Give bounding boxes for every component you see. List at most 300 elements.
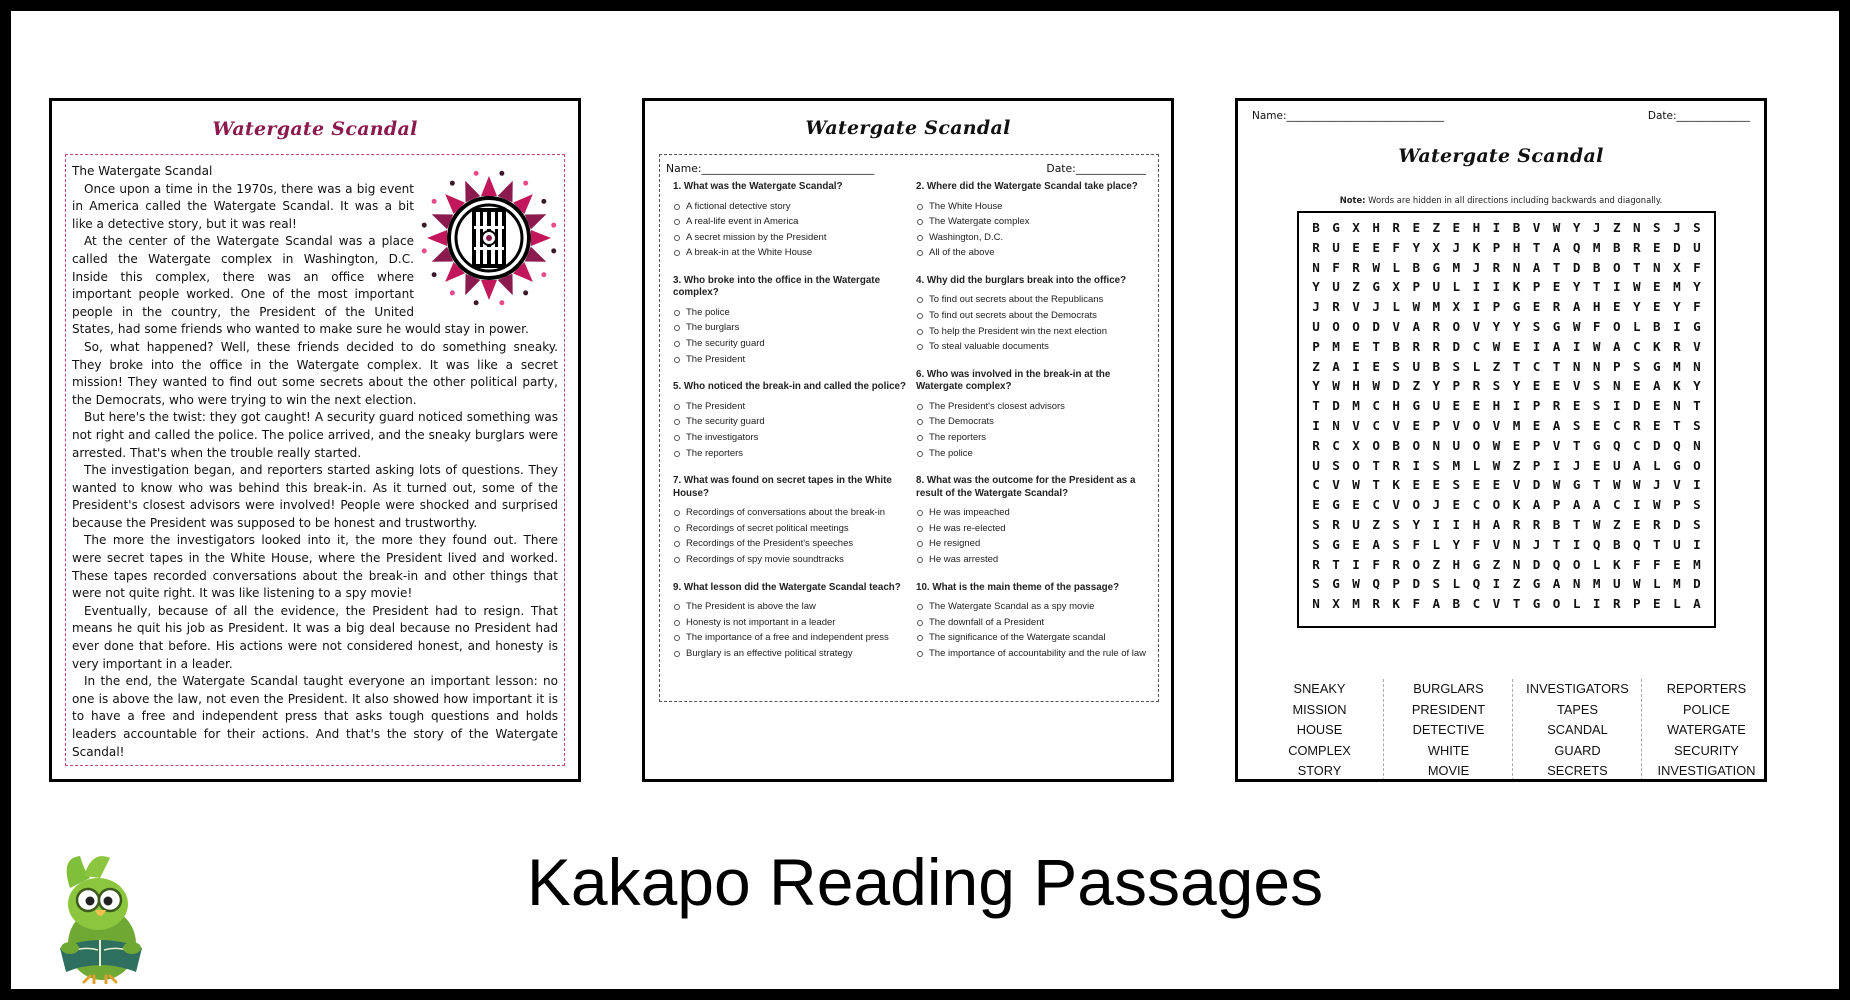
grid-letter[interactable]: F bbox=[1592, 319, 1601, 334]
grid-letter[interactable]: H bbox=[1392, 398, 1400, 414]
grid-letter[interactable]: P bbox=[1552, 497, 1561, 513]
grid-letter[interactable]: Z bbox=[1432, 220, 1441, 235]
grid-letter[interactable]: S bbox=[1432, 576, 1441, 592]
grid-letter[interactable]: J bbox=[1372, 299, 1380, 315]
grid-letter[interactable]: L bbox=[1592, 556, 1601, 572]
grid-letter[interactable]: C bbox=[1372, 398, 1380, 414]
grid-letter[interactable]: M bbox=[1332, 338, 1340, 354]
grid-letter[interactable]: V bbox=[1392, 319, 1400, 334]
grid-letter[interactable]: U bbox=[1412, 358, 1421, 374]
grid-letter[interactable]: V bbox=[1552, 437, 1561, 453]
grid-letter[interactable]: F bbox=[1653, 556, 1661, 572]
answer-option[interactable]: The President's closest advisors bbox=[916, 399, 1151, 415]
grid-letter[interactable]: R bbox=[1392, 220, 1400, 235]
grid-letter[interactable]: R bbox=[1372, 596, 1380, 612]
grid-letter[interactable]: R bbox=[1412, 338, 1421, 354]
grid-letter[interactable]: E bbox=[1452, 497, 1461, 513]
grid-letter[interactable]: N bbox=[1572, 576, 1581, 592]
grid-letter[interactable]: U bbox=[1612, 576, 1621, 592]
grid-letter[interactable]: E bbox=[1552, 378, 1561, 394]
grid-letter[interactable]: J bbox=[1432, 497, 1441, 513]
grid-letter[interactable]: B bbox=[1612, 536, 1621, 552]
grid-letter[interactable]: P bbox=[1673, 497, 1681, 513]
grid-letter[interactable]: I bbox=[1492, 279, 1501, 295]
grid-letter[interactable]: B bbox=[1392, 338, 1400, 354]
grid-letter[interactable]: G bbox=[1673, 457, 1681, 473]
grid-letter[interactable]: M bbox=[1592, 576, 1601, 592]
grid-letter[interactable]: B bbox=[1592, 259, 1601, 275]
grid-letter[interactable]: A bbox=[1432, 596, 1441, 612]
grid-letter[interactable]: X bbox=[1673, 259, 1681, 275]
grid-letter[interactable]: K bbox=[1512, 279, 1521, 295]
grid-letter[interactable]: E bbox=[1432, 477, 1441, 493]
grid-letter[interactable]: E bbox=[1412, 477, 1421, 493]
grid-letter[interactable]: E bbox=[1633, 378, 1641, 394]
grid-letter[interactable]: W bbox=[1492, 338, 1501, 354]
grid-letter[interactable]: E bbox=[1512, 338, 1521, 354]
grid-letter[interactable]: B bbox=[1612, 239, 1621, 255]
grid-letter[interactable]: S bbox=[1312, 517, 1320, 532]
grid-letter[interactable]: M bbox=[1512, 418, 1521, 433]
answer-option[interactable]: Burglary is an effective political strategy bbox=[673, 646, 908, 662]
grid-letter[interactable]: Q bbox=[1612, 437, 1621, 453]
grid-letter[interactable]: Y bbox=[1572, 220, 1581, 235]
grid-letter[interactable]: N bbox=[1653, 259, 1661, 275]
grid-letter[interactable]: L bbox=[1653, 457, 1661, 473]
grid-letter[interactable]: R bbox=[1512, 517, 1521, 532]
grid-letter[interactable]: W bbox=[1552, 220, 1561, 235]
grid-letter[interactable]: S bbox=[1693, 517, 1701, 532]
grid-letter[interactable]: O bbox=[1352, 457, 1360, 473]
grid-letter[interactable]: Y bbox=[1312, 279, 1320, 295]
grid-letter[interactable]: T bbox=[1673, 418, 1681, 433]
grid-letter[interactable]: U bbox=[1452, 437, 1461, 453]
grid-letter[interactable]: D bbox=[1653, 437, 1661, 453]
grid-letter[interactable]: R bbox=[1312, 556, 1320, 572]
grid-letter[interactable]: F bbox=[1392, 239, 1400, 255]
grid-letter[interactable]: E bbox=[1352, 239, 1360, 255]
answer-option[interactable]: The President bbox=[673, 399, 908, 415]
grid-letter[interactable]: V bbox=[1352, 418, 1360, 433]
grid-letter[interactable]: A bbox=[1653, 378, 1661, 394]
answer-option[interactable]: A break-in at the White House bbox=[673, 245, 908, 261]
grid-letter[interactable]: W bbox=[1633, 477, 1641, 493]
grid-letter[interactable]: U bbox=[1432, 279, 1441, 295]
answer-option[interactable]: The Watergate complex bbox=[916, 214, 1151, 230]
grid-letter[interactable]: G bbox=[1332, 576, 1340, 592]
answer-option[interactable]: The Democrats bbox=[916, 414, 1151, 430]
grid-letter[interactable]: O bbox=[1612, 259, 1621, 275]
grid-letter[interactable]: F bbox=[1693, 299, 1701, 315]
grid-letter[interactable]: U bbox=[1432, 398, 1441, 414]
grid-letter[interactable]: E bbox=[1372, 358, 1380, 374]
grid-letter[interactable]: C bbox=[1472, 338, 1481, 354]
grid-letter[interactable]: R bbox=[1552, 398, 1561, 414]
grid-letter[interactable]: K bbox=[1612, 556, 1621, 572]
grid-letter[interactable]: N bbox=[1693, 358, 1701, 374]
grid-letter[interactable]: X bbox=[1352, 437, 1360, 453]
answer-option[interactable]: Recordings of spy movie soundtracks bbox=[673, 552, 908, 568]
grid-letter[interactable]: P bbox=[1452, 378, 1461, 394]
answer-option[interactable]: Recordings of the President's speeches bbox=[673, 536, 908, 552]
grid-letter[interactable]: D bbox=[1673, 239, 1681, 255]
grid-letter[interactable]: X bbox=[1352, 220, 1360, 235]
grid-letter[interactable]: U bbox=[1312, 457, 1320, 473]
grid-letter[interactable]: I bbox=[1472, 279, 1481, 295]
grid-letter[interactable]: C bbox=[1532, 358, 1541, 374]
grid-letter[interactable]: O bbox=[1412, 497, 1421, 513]
grid-letter[interactable]: T bbox=[1312, 398, 1320, 414]
answer-option[interactable]: The burglars bbox=[673, 320, 908, 336]
grid-letter[interactable]: B bbox=[1512, 220, 1521, 235]
grid-letter[interactable]: G bbox=[1332, 497, 1340, 513]
grid-letter[interactable]: H bbox=[1492, 398, 1501, 414]
grid-letter[interactable]: I bbox=[1572, 338, 1581, 354]
grid-letter[interactable]: C bbox=[1472, 497, 1481, 513]
answer-option[interactable]: The importance of accountability and the rule of law bbox=[916, 646, 1151, 662]
grid-letter[interactable]: V bbox=[1472, 319, 1481, 334]
grid-letter[interactable]: O bbox=[1612, 319, 1621, 334]
grid-letter[interactable]: E bbox=[1492, 477, 1501, 493]
grid-letter[interactable]: P bbox=[1612, 358, 1621, 374]
grid-letter[interactable]: D bbox=[1372, 319, 1380, 334]
grid-letter[interactable]: R bbox=[1633, 418, 1641, 433]
answer-option[interactable]: The police bbox=[916, 446, 1151, 462]
grid-letter[interactable]: W bbox=[1352, 576, 1360, 592]
grid-letter[interactable]: A bbox=[1572, 497, 1581, 513]
grid-letter[interactable]: K bbox=[1512, 497, 1521, 513]
grid-letter[interactable]: R bbox=[1332, 517, 1340, 532]
answer-option[interactable]: The downfall of a President bbox=[916, 615, 1151, 631]
grid-letter[interactable]: R bbox=[1432, 319, 1441, 334]
answer-option[interactable]: The President is above the law bbox=[673, 599, 908, 615]
grid-letter[interactable]: S bbox=[1392, 536, 1400, 552]
grid-letter[interactable]: M bbox=[1673, 576, 1681, 592]
grid-letter[interactable]: R bbox=[1312, 437, 1320, 453]
grid-letter[interactable]: E bbox=[1653, 299, 1661, 315]
grid-letter[interactable]: Y bbox=[1693, 279, 1701, 295]
grid-letter[interactable]: T bbox=[1512, 358, 1521, 374]
grid-letter[interactable]: C bbox=[1633, 338, 1641, 354]
grid-letter[interactable]: G bbox=[1532, 596, 1541, 612]
grid-letter[interactable]: M bbox=[1693, 556, 1701, 572]
grid-letter[interactable]: W bbox=[1492, 437, 1501, 453]
grid-letter[interactable]: P bbox=[1532, 398, 1541, 414]
grid-letter[interactable]: P bbox=[1432, 418, 1441, 433]
grid-letter[interactable]: V bbox=[1512, 477, 1521, 493]
grid-letter[interactable]: O bbox=[1332, 319, 1340, 334]
grid-letter[interactable]: E bbox=[1653, 596, 1661, 612]
grid-letter[interactable]: E bbox=[1412, 418, 1421, 433]
grid-letter[interactable]: J bbox=[1532, 536, 1541, 552]
grid-letter[interactable]: A bbox=[1552, 418, 1561, 433]
grid-letter[interactable]: T bbox=[1653, 536, 1661, 552]
grid-letter[interactable]: U bbox=[1352, 517, 1360, 532]
answer-option[interactable]: The police bbox=[673, 305, 908, 321]
grid-letter[interactable]: E bbox=[1532, 378, 1541, 394]
answer-option[interactable]: The reporters bbox=[916, 430, 1151, 446]
grid-letter[interactable]: L bbox=[1432, 536, 1441, 552]
grid-letter[interactable]: S bbox=[1693, 497, 1701, 513]
grid-letter[interactable]: B bbox=[1653, 319, 1661, 334]
grid-letter[interactable]: T bbox=[1592, 279, 1601, 295]
grid-letter[interactable]: F bbox=[1412, 596, 1421, 612]
grid-letter[interactable]: L bbox=[1392, 259, 1400, 275]
grid-letter[interactable]: T bbox=[1572, 517, 1581, 532]
grid-letter[interactable]: G bbox=[1693, 319, 1701, 334]
grid-letter[interactable]: S bbox=[1452, 477, 1461, 493]
grid-letter[interactable]: E bbox=[1372, 239, 1380, 255]
grid-letter[interactable]: A bbox=[1592, 497, 1601, 513]
grid-letter[interactable]: R bbox=[1673, 338, 1681, 354]
grid-letter[interactable]: Y bbox=[1452, 536, 1461, 552]
grid-letter[interactable]: T bbox=[1372, 338, 1380, 354]
grid-letter[interactable]: R bbox=[1492, 259, 1501, 275]
grid-letter[interactable]: S bbox=[1312, 576, 1320, 592]
grid-letter[interactable]: Z bbox=[1352, 279, 1360, 295]
grid-letter[interactable]: S bbox=[1653, 220, 1661, 235]
grid-letter[interactable]: E bbox=[1472, 477, 1481, 493]
grid-letter[interactable]: C bbox=[1372, 497, 1380, 513]
grid-letter[interactable]: D bbox=[1633, 398, 1641, 414]
grid-letter[interactable]: Z bbox=[1612, 517, 1621, 532]
grid-letter[interactable]: P bbox=[1532, 457, 1541, 473]
grid-letter[interactable]: E bbox=[1653, 418, 1661, 433]
grid-letter[interactable]: B bbox=[1452, 596, 1461, 612]
grid-letter[interactable]: R bbox=[1633, 239, 1641, 255]
grid-letter[interactable]: T bbox=[1552, 358, 1561, 374]
grid-letter[interactable]: V bbox=[1572, 378, 1581, 394]
grid-letter[interactable]: S bbox=[1592, 398, 1601, 414]
grid-letter[interactable]: X bbox=[1432, 239, 1441, 255]
grid-letter[interactable]: Q bbox=[1633, 536, 1641, 552]
grid-letter[interactable]: T bbox=[1552, 536, 1561, 552]
grid-letter[interactable]: I bbox=[1612, 279, 1621, 295]
grid-letter[interactable]: N bbox=[1512, 259, 1521, 275]
grid-letter[interactable]: R bbox=[1312, 239, 1320, 255]
grid-letter[interactable]: P bbox=[1492, 299, 1501, 315]
grid-letter[interactable]: B bbox=[1432, 358, 1441, 374]
grid-letter[interactable]: S bbox=[1432, 457, 1441, 473]
answer-option[interactable]: The Watergate Scandal as a spy movie bbox=[916, 599, 1151, 615]
answer-option[interactable]: The importance of a free and independent press bbox=[673, 630, 908, 646]
grid-letter[interactable]: D bbox=[1412, 576, 1421, 592]
grid-letter[interactable]: N bbox=[1512, 556, 1521, 572]
answer-option[interactable]: The security guard bbox=[673, 414, 908, 430]
grid-letter[interactable]: W bbox=[1332, 378, 1340, 394]
grid-letter[interactable]: E bbox=[1352, 536, 1360, 552]
grid-letter[interactable]: I bbox=[1512, 398, 1521, 414]
grid-letter[interactable]: H bbox=[1512, 239, 1521, 255]
grid-letter[interactable]: O bbox=[1552, 596, 1561, 612]
grid-letter[interactable]: I bbox=[1352, 358, 1360, 374]
grid-letter[interactable]: V bbox=[1352, 299, 1360, 315]
grid-letter[interactable]: R bbox=[1612, 596, 1621, 612]
grid-letter[interactable]: I bbox=[1312, 418, 1320, 433]
grid-letter[interactable]: J bbox=[1312, 299, 1320, 315]
answer-option[interactable]: To find out secrets about the Democrats bbox=[916, 308, 1151, 324]
answer-option[interactable]: He was arrested bbox=[916, 552, 1151, 568]
grid-letter[interactable]: N bbox=[1673, 398, 1681, 414]
grid-letter[interactable]: G bbox=[1653, 358, 1661, 374]
grid-letter[interactable]: Y bbox=[1492, 319, 1501, 334]
grid-letter[interactable]: F bbox=[1332, 259, 1340, 275]
grid-letter[interactable]: T bbox=[1512, 596, 1521, 612]
grid-letter[interactable]: I bbox=[1693, 477, 1701, 493]
grid-letter[interactable]: W bbox=[1492, 457, 1501, 473]
grid-letter[interactable]: A bbox=[1492, 517, 1501, 532]
grid-letter[interactable]: Y bbox=[1412, 517, 1421, 532]
grid-letter[interactable]: C bbox=[1332, 437, 1340, 453]
grid-letter[interactable]: E bbox=[1352, 497, 1360, 513]
grid-letter[interactable]: B bbox=[1312, 220, 1320, 235]
grid-letter[interactable]: I bbox=[1572, 536, 1581, 552]
grid-letter[interactable]: W bbox=[1592, 338, 1601, 354]
grid-letter[interactable]: L bbox=[1653, 576, 1661, 592]
grid-letter[interactable]: J bbox=[1592, 220, 1601, 235]
grid-letter[interactable]: F bbox=[1693, 259, 1701, 275]
grid-letter[interactable]: F bbox=[1372, 556, 1380, 572]
grid-letter[interactable]: T bbox=[1532, 239, 1541, 255]
grid-letter[interactable]: I bbox=[1592, 596, 1601, 612]
grid-letter[interactable]: I bbox=[1612, 398, 1621, 414]
grid-letter[interactable]: X bbox=[1332, 596, 1340, 612]
grid-letter[interactable]: R bbox=[1392, 457, 1400, 473]
grid-letter[interactable]: L bbox=[1673, 596, 1681, 612]
answer-option[interactable]: The security guard bbox=[673, 336, 908, 352]
grid-letter[interactable]: J bbox=[1472, 259, 1481, 275]
grid-letter[interactable]: S bbox=[1332, 457, 1340, 473]
grid-letter[interactable]: I bbox=[1412, 457, 1421, 473]
grid-letter[interactable]: B bbox=[1412, 259, 1421, 275]
grid-letter[interactable]: Z bbox=[1512, 576, 1521, 592]
answer-option[interactable]: The investigators bbox=[673, 430, 908, 446]
grid-letter[interactable]: P bbox=[1532, 279, 1541, 295]
grid-letter[interactable]: P bbox=[1392, 576, 1400, 592]
grid-letter[interactable]: A bbox=[1693, 596, 1701, 612]
grid-letter[interactable]: I bbox=[1673, 319, 1681, 334]
grid-letter[interactable]: K bbox=[1392, 596, 1400, 612]
grid-letter[interactable]: V bbox=[1452, 418, 1461, 433]
grid-letter[interactable]: G bbox=[1412, 398, 1421, 414]
grid-letter[interactable]: M bbox=[1352, 398, 1360, 414]
grid-letter[interactable]: M bbox=[1452, 457, 1461, 473]
grid-letter[interactable]: S bbox=[1572, 418, 1581, 433]
grid-letter[interactable]: S bbox=[1492, 378, 1501, 394]
grid-letter[interactable]: Y bbox=[1312, 378, 1320, 394]
grid-letter[interactable]: O bbox=[1472, 418, 1481, 433]
grid-letter[interactable]: N bbox=[1432, 437, 1441, 453]
grid-letter[interactable]: W bbox=[1412, 299, 1421, 315]
answer-option[interactable]: A real-life event in America bbox=[673, 214, 908, 230]
grid-letter[interactable]: E bbox=[1612, 299, 1621, 315]
grid-letter[interactable]: A bbox=[1532, 497, 1541, 513]
answer-option[interactable]: A fictional detective story bbox=[673, 199, 908, 215]
grid-letter[interactable]: Y bbox=[1673, 299, 1681, 315]
grid-letter[interactable]: S bbox=[1693, 220, 1701, 235]
answer-option[interactable]: The President bbox=[673, 352, 908, 368]
grid-letter[interactable]: G bbox=[1552, 319, 1561, 334]
grid-letter[interactable]: I bbox=[1633, 497, 1641, 513]
grid-letter[interactable]: V bbox=[1673, 477, 1681, 493]
grid-letter[interactable]: G bbox=[1432, 259, 1441, 275]
grid-letter[interactable]: A bbox=[1552, 239, 1561, 255]
grid-letter[interactable]: S bbox=[1312, 536, 1320, 552]
grid-letter[interactable]: Q bbox=[1673, 437, 1681, 453]
grid-letter[interactable]: N bbox=[1693, 437, 1701, 453]
grid-letter[interactable]: E bbox=[1592, 457, 1601, 473]
grid-letter[interactable]: Q bbox=[1372, 576, 1380, 592]
grid-letter[interactable]: Z bbox=[1492, 556, 1501, 572]
grid-letter[interactable]: Z bbox=[1312, 358, 1320, 374]
answer-option[interactable]: He was re-elected bbox=[916, 521, 1151, 537]
grid-letter[interactable]: A bbox=[1332, 358, 1340, 374]
grid-letter[interactable]: U bbox=[1673, 536, 1681, 552]
grid-letter[interactable]: K bbox=[1392, 477, 1400, 493]
answer-option[interactable]: The significance of the Watergate scandal bbox=[916, 630, 1151, 646]
grid-letter[interactable]: D bbox=[1572, 259, 1581, 275]
grid-letter[interactable]: I bbox=[1492, 220, 1501, 235]
grid-letter[interactable]: O bbox=[1492, 497, 1501, 513]
grid-letter[interactable]: A bbox=[1552, 576, 1561, 592]
grid-letter[interactable]: M bbox=[1352, 596, 1360, 612]
grid-letter[interactable]: C bbox=[1312, 477, 1320, 493]
grid-letter[interactable]: U bbox=[1332, 279, 1340, 295]
answer-option[interactable]: The reporters bbox=[673, 446, 908, 462]
grid-letter[interactable]: L bbox=[1392, 299, 1400, 315]
grid-letter[interactable]: E bbox=[1412, 220, 1421, 235]
grid-letter[interactable]: F bbox=[1412, 536, 1421, 552]
grid-letter[interactable]: N bbox=[1332, 418, 1340, 433]
answer-option[interactable]: Washington, D.C. bbox=[916, 230, 1151, 246]
grid-letter[interactable]: E bbox=[1653, 239, 1661, 255]
grid-letter[interactable]: V bbox=[1492, 418, 1501, 433]
grid-letter[interactable]: E bbox=[1472, 398, 1481, 414]
grid-letter[interactable]: T bbox=[1572, 437, 1581, 453]
grid-letter[interactable]: J bbox=[1572, 457, 1581, 473]
grid-letter[interactable]: Y bbox=[1633, 299, 1641, 315]
grid-letter[interactable]: P bbox=[1633, 596, 1641, 612]
grid-letter[interactable]: D bbox=[1673, 517, 1681, 532]
grid-letter[interactable]: N bbox=[1592, 358, 1601, 374]
grid-letter[interactable]: S bbox=[1532, 319, 1541, 334]
grid-letter[interactable]: N bbox=[1572, 358, 1581, 374]
grid-letter[interactable]: H bbox=[1472, 517, 1481, 532]
grid-letter[interactable]: N bbox=[1512, 536, 1521, 552]
answer-option[interactable]: To find out secrets about the Republicans bbox=[916, 292, 1151, 308]
grid-letter[interactable]: T bbox=[1332, 556, 1340, 572]
grid-letter[interactable]: R bbox=[1392, 556, 1400, 572]
grid-letter[interactable]: B bbox=[1392, 437, 1400, 453]
grid-letter[interactable]: I bbox=[1452, 517, 1461, 532]
grid-letter[interactable]: N bbox=[1312, 259, 1320, 275]
grid-letter[interactable]: E bbox=[1592, 418, 1601, 433]
grid-letter[interactable]: A bbox=[1412, 319, 1421, 334]
grid-letter[interactable]: V bbox=[1392, 418, 1400, 433]
grid-letter[interactable]: T bbox=[1633, 259, 1641, 275]
grid-letter[interactable]: A bbox=[1532, 259, 1541, 275]
grid-letter[interactable]: D bbox=[1693, 576, 1701, 592]
grid-letter[interactable]: I bbox=[1532, 338, 1541, 354]
grid-letter[interactable]: A bbox=[1372, 536, 1380, 552]
grid-letter[interactable]: Y bbox=[1693, 378, 1701, 394]
grid-letter[interactable]: S bbox=[1392, 517, 1400, 532]
grid-letter[interactable]: K bbox=[1653, 338, 1661, 354]
grid-letter[interactable]: X bbox=[1392, 279, 1400, 295]
grid-letter[interactable]: M bbox=[1673, 358, 1681, 374]
grid-letter[interactable]: W bbox=[1612, 477, 1621, 493]
grid-letter[interactable]: R bbox=[1532, 517, 1541, 532]
